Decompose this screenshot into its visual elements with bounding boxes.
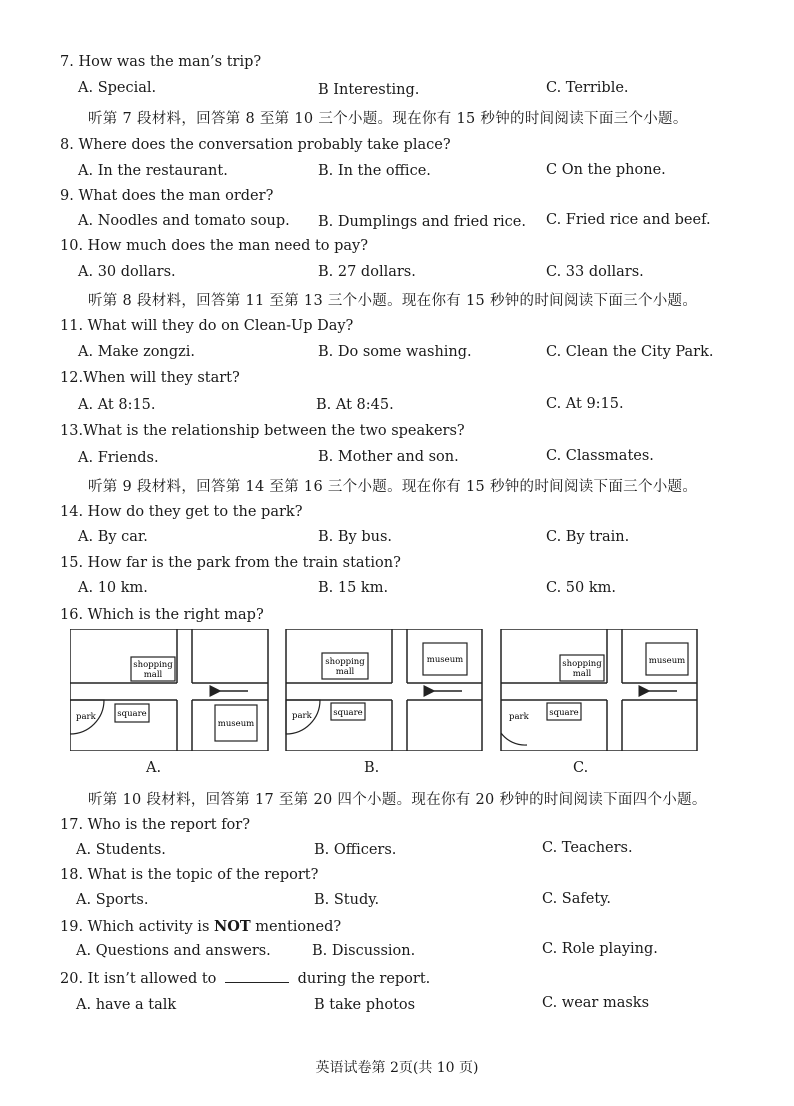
map-b-park-label: park <box>292 711 312 721</box>
map-b-square-label: square <box>333 708 363 718</box>
option-17c[interactable]: C. Teachers. <box>542 840 633 856</box>
option-18a[interactable]: A. Sports. <box>76 892 149 908</box>
question-11: 11. What will they do on Clean-Up Day? <box>60 318 354 334</box>
question-13: 13.What is the relationship between the two speakers? <box>60 423 465 439</box>
option-9b[interactable]: B. Dumplings and fried rice. <box>318 214 526 230</box>
question-19: 19. Which activity is NOT mentioned? <box>60 918 342 935</box>
question-7: 7. How was the man’s trip? <box>60 54 262 70</box>
option-13c[interactable]: C. Classmates. <box>546 448 654 464</box>
map-label-b[interactable]: B. <box>364 760 380 776</box>
map-a-mall-label: mall <box>143 670 163 680</box>
map-a[interactable] <box>70 629 268 751</box>
question-8: 8. Where does the conversation probably take place? <box>60 137 451 153</box>
option-19a[interactable]: A. Questions and answers. <box>76 943 271 959</box>
map-c-square-label: square <box>549 708 579 718</box>
question-16: 16. Which is the right map? <box>60 607 264 623</box>
instruction-note-7: 听第 7 段材料，回答第 8 至第 10 三个小题。现在你有 15 秒钟的时间阅读下面三个小题。 <box>88 111 688 127</box>
option-14b[interactable]: B. By bus. <box>318 529 393 545</box>
map-b-mall-label: mall <box>335 667 355 677</box>
option-11c[interactable]: C. Clean the City Park. <box>546 344 714 360</box>
map-c-mall-label: mall <box>572 669 592 679</box>
option-20a[interactable]: A. have a talk <box>76 997 177 1013</box>
option-9c[interactable]: C. Fried rice and beef. <box>546 212 711 228</box>
question-20: 20. It isn’t allowed to during the report. <box>60 971 431 987</box>
option-10a[interactable]: A. 30 dollars. <box>78 264 176 280</box>
option-8a[interactable]: A. In the restaurant. <box>78 163 228 179</box>
map-b-shopping-label: shopping <box>325 657 365 667</box>
option-17a[interactable]: A. Students. <box>76 842 166 858</box>
option-12b[interactable]: B. At 8:45. <box>316 397 394 413</box>
option-13a[interactable]: A. Friends. <box>78 450 159 466</box>
option-12a[interactable]: A. At 8:15. <box>78 397 156 413</box>
option-10c[interactable]: C. 33 dollars. <box>546 264 644 280</box>
option-13b[interactable]: B. Mother and son. <box>318 449 459 465</box>
option-7a[interactable]: A. Special. <box>78 80 157 96</box>
option-19b[interactable]: B. Discussion. <box>312 943 416 959</box>
option-14a[interactable]: A. By car. <box>78 529 148 545</box>
option-7b[interactable]: B Interesting. <box>318 82 420 98</box>
map-options <box>70 629 700 751</box>
question-15: 15. How far is the park from the train station? <box>60 555 401 571</box>
map-c-park-label: park <box>509 712 529 722</box>
option-8b[interactable]: B. In the office. <box>318 163 431 179</box>
option-10b[interactable]: B. 27 dollars. <box>318 264 416 280</box>
map-c-shopping-label: shopping <box>562 659 602 669</box>
question-12: 12.When will they start? <box>60 370 240 386</box>
option-20b[interactable]: B take photos <box>314 997 416 1013</box>
map-label-a[interactable]: A. <box>146 760 162 776</box>
map-c[interactable] <box>501 629 697 751</box>
option-20c[interactable]: C. wear masks <box>542 995 650 1011</box>
map-b-museum-label: museum <box>426 655 464 665</box>
option-8c[interactable]: C On the phone. <box>546 162 666 178</box>
option-15b[interactable]: B. 15 km. <box>318 580 389 596</box>
question-17: 17. Who is the report for? <box>60 817 250 833</box>
answer-blank[interactable] <box>225 970 289 983</box>
question-14: 14. How do they get to the park? <box>60 504 303 520</box>
map-a-square-label: square <box>117 709 147 719</box>
option-17b[interactable]: B. Officers. <box>314 842 397 858</box>
map-a-park-label: park <box>76 712 96 722</box>
question-9: 9. What does the man order? <box>60 188 274 204</box>
map-b[interactable] <box>286 629 482 751</box>
option-18c[interactable]: C. Safety. <box>542 891 612 907</box>
map-a-museum-label: museum <box>217 719 255 729</box>
option-14c[interactable]: C. By train. <box>546 529 630 545</box>
option-11b[interactable]: B. Do some washing. <box>318 344 472 360</box>
map-c-museum-label: museum <box>648 656 686 666</box>
option-11a[interactable]: A. Make zongzi. <box>78 344 196 360</box>
page-footer: 英语试卷第 2页(共 10 页) <box>315 1060 479 1076</box>
option-12c[interactable]: C. At 9:15. <box>546 396 624 412</box>
map-label-c[interactable]: C. <box>573 760 589 776</box>
map-a-shopping-label: shopping <box>133 660 173 670</box>
option-9a[interactable]: A. Noodles and tomato soup. <box>78 213 290 229</box>
option-15a[interactable]: A. 10 km. <box>78 580 148 596</box>
instruction-note-9: 听第 9 段材料，回答第 14 至第 16 三个小题。现在你有 15 秒钟的时间阅读下面三个小题。 <box>88 479 698 495</box>
instruction-note-8: 听第 8 段材料，回答第 11 至第 13 三个小题。现在你有 15 秒钟的时间阅读下面三个小题。 <box>88 293 698 309</box>
option-18b[interactable]: B. Study. <box>314 892 380 908</box>
option-7c[interactable]: C. Terrible. <box>546 80 629 96</box>
question-10: 10. How much does the man need to pay? <box>60 238 369 254</box>
option-19c[interactable]: C. Role playing. <box>542 941 658 957</box>
instruction-note-10: 听第 10 段材料，回答第 17 至第 20 四个小题。现在你有 20 秒钟的时间阅读下面四个小题。 <box>88 792 707 808</box>
option-15c[interactable]: C. 50 km. <box>546 580 617 596</box>
question-18: 18. What is the topic of the report? <box>60 867 319 883</box>
